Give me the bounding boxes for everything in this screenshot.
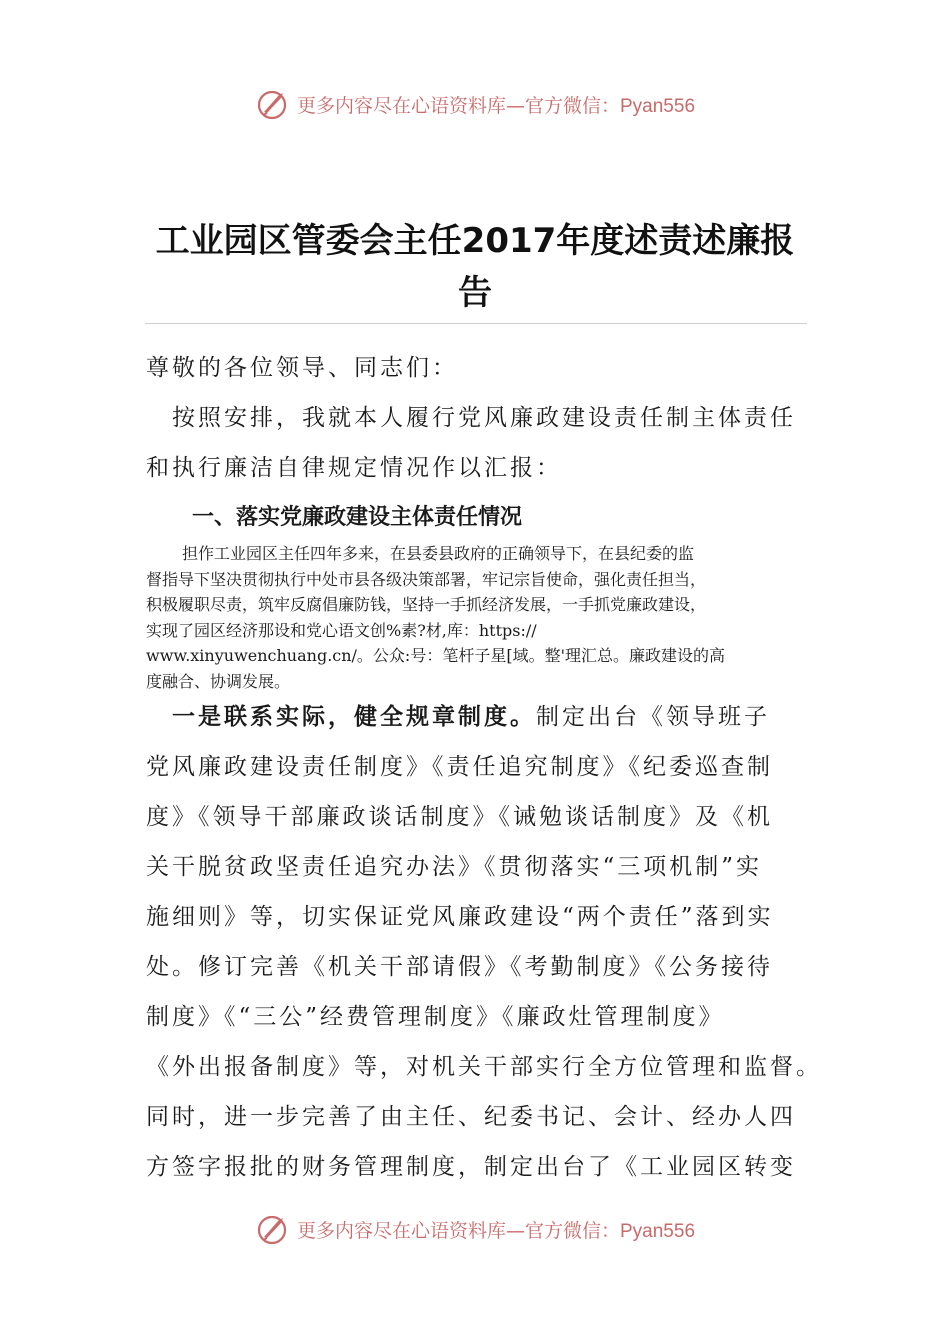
quill-logo-icon (255, 1211, 291, 1247)
banner-text: 更多内容尽在心语资料库—官方微信：Pyan556 (296, 1219, 696, 1242)
intro-line-1: 按照安排，我就本人履行党风廉政建设责任制主体责任 (146, 405, 796, 431)
section-heading: 一、落实党廉政建设主体责任情况 (192, 505, 523, 530)
title-line-2: 告 (458, 273, 492, 313)
quill-logo-icon (255, 86, 291, 122)
page-title (140, 215, 810, 319)
paragraph-line: www.xinyuwenchuang.cn/。公众:号：笔杆子星[域。整'理汇总。廉政建设的高 (146, 646, 725, 665)
point-line: 施细则》等，切实保证党风廉政建设“两个责任”落到实 (146, 904, 774, 930)
point-text: 制定出台《领导班子 (536, 704, 770, 730)
point-line: 方签字报批的财务管理制度，制定出台了《工业园区转变 (146, 1154, 796, 1180)
point-line: 处。修订完善《机关干部请假》《考勤制度》《公务接待 (146, 954, 773, 980)
point-line: 《外出报备制度》等，对机关干部实行全方位管理和监督。 (146, 1054, 822, 1080)
banner-text: 更多内容尽在心语资料库—官方微信：Pyan556 (296, 94, 696, 117)
point-line: 同时，进一步完善了由主任、纪委书记、会计、经办人四 (146, 1104, 796, 1130)
point-line-1 (146, 692, 770, 742)
paragraph-line: 督指导下坚决贯彻执行中处市县各级决策部署，牢记宗旨使命，强化责任担当， (146, 569, 707, 589)
footer-banner (0, 1205, 950, 1253)
paragraph-line: 实现了园区经济那设和党心语文创%素?材,库：https:// (146, 620, 537, 640)
title-line-1: 工业园区管委会主任2017年度述责述廉报 (155, 221, 795, 261)
point-line: 制度》《“三公”经费管理制度》《廉政灶管理制度》 (146, 1004, 725, 1030)
intro-line-2: 和执行廉洁自律规定情况作以汇报： (146, 455, 562, 481)
point-line: 关干脱贫政坚责任追究办法》《贯彻落实“三项机制”实 (146, 854, 763, 880)
paragraph-line: 度融合、协调发展。 (146, 671, 291, 691)
point-line: 党风廉政建设责任制度》《责任追究制度》《纪委巡查制 (146, 754, 773, 780)
banner-brand: Pyan556 (620, 95, 696, 117)
section-paragraph (146, 541, 814, 694)
paragraph-line: 积极履职尽责，筑牢反腐倡廉防钱，坚持一手抓经济发展，一手抓党廉政建设， (146, 595, 707, 614)
point-line: 度》《领导干部廉政谈话制度》《诫勉谈话制度》及《机 (146, 804, 773, 830)
header-banner (0, 80, 950, 128)
title-divider (145, 323, 807, 324)
banner-brand: Pyan556 (620, 1220, 696, 1242)
point-lead: 一是联系实际，健全规章制度。 (146, 704, 536, 730)
paragraph-line: 担作工业园区主任四年多来，在县委县政府的正确领导下，在县纪委的监 (182, 544, 695, 563)
salutation: 尊敬的各位领导、同志们： (146, 355, 458, 381)
